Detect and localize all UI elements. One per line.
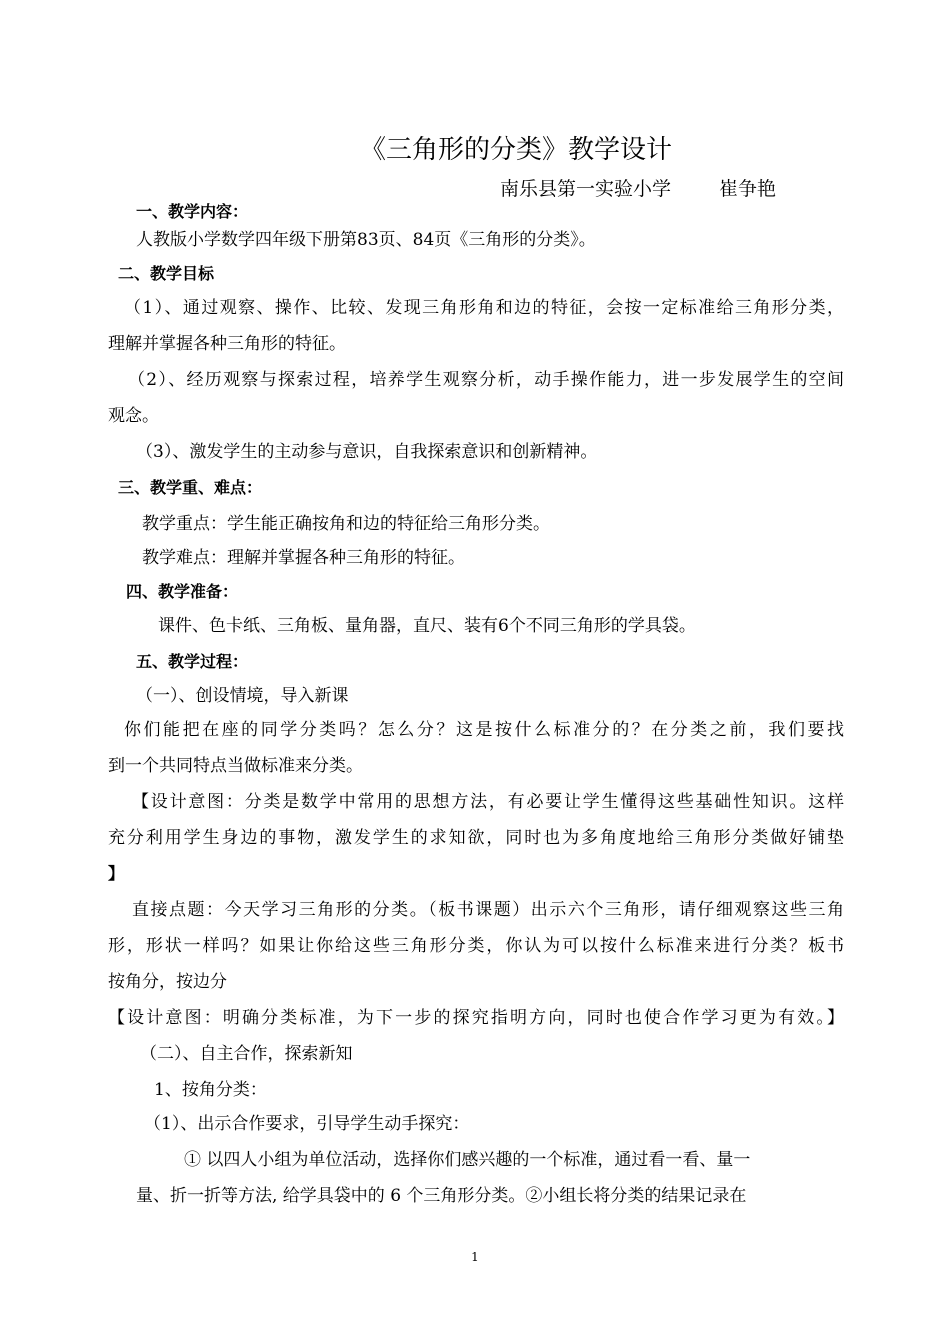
- author-name: 崔争艳: [719, 178, 777, 200]
- subsection-1-heading: （一）、创设情境，导入新课: [136, 686, 349, 706]
- direct-topic-line-2: 形，形状一样吗？如果让你给这些三角形分类，你认为可以按什么标准来进行分类？板书: [108, 936, 844, 956]
- document-title: 《三角形的分类》教学设计: [360, 135, 673, 165]
- cooperation-requirement-line-2: 量、折一折等方法, 给学具袋中的 6 个三角形分类。②小组长将分类的结果记录在: [136, 1186, 747, 1206]
- section-heading-key-points: 三、教学重、难点：: [118, 478, 263, 497]
- direct-topic-line-1: 直接点题：今天学习三角形的分类。（板书课题）出示六个三角形，请仔细观察这些三角: [132, 900, 844, 920]
- step-1-1-heading: （1）、出示合作要求，引导学生动手探究：: [144, 1114, 470, 1134]
- section-heading-objectives: 二、教学目标: [118, 264, 215, 283]
- objective-1-line-1: （1）、通过观察、操作、比较、发现三角形角和边的特征，会按一定标准给三角形分类，: [124, 298, 844, 318]
- direct-topic-line-3: 按角分，按边分: [108, 972, 227, 992]
- section-heading-process: 五、教学过程：: [136, 652, 249, 671]
- design-intent-2: 【设计意图：明确分类标准，为下一步的探究指明方向，同时也使合作学习更为有效。】: [108, 1008, 844, 1028]
- design-intent-1-line-3: 】: [108, 864, 125, 883]
- author-line: [500, 176, 776, 202]
- objective-2-line-1: （2）、经历观察与探索过程，培养学生观察分析，动手操作能力，进一步发展学生的空间: [128, 370, 844, 390]
- design-intent-1-line-2: 充分利用学生身边的事物，激发学生的求知欲，同时也为多角度地给三角形分类做好铺垫: [108, 828, 844, 848]
- section-heading-content: 一、教学内容：: [136, 202, 249, 221]
- page-number: 1: [471, 1250, 479, 1264]
- difficult-point: 教学难点：理解并掌握各种三角形的特征。: [142, 548, 465, 568]
- step-1-heading: 1、按角分类：: [154, 1080, 267, 1100]
- preparation-text: 课件、色卡纸、三角板、量角器，直尺、装有6个不同三角形的学具袋。: [158, 616, 696, 636]
- subsection-2-heading: （二）、自主合作，探索新知: [140, 1044, 353, 1064]
- objective-1-line-2: 理解并掌握各种三角形的特征。: [108, 334, 346, 354]
- section-heading-preparation: 四、教学准备：: [126, 582, 239, 601]
- design-intent-1-line-1: 【设计意图：分类是数学中常用的思想方法，有必要让学生懂得这些基础性知识。这样: [132, 792, 844, 812]
- school-name: 南乐县第一实验小学: [500, 178, 672, 200]
- cooperation-requirement-line-1: ① 以四人小组为单位活动，选择你们感兴趣的一个标准，通过看一看、量一: [184, 1150, 751, 1170]
- paragraph-intro-line-1: 你们能把在座的同学分类吗？怎么分？这是按什么标准分的？在分类之前，我们要找: [124, 720, 844, 740]
- key-point: 教学重点：学生能正确按角和边的特征给三角形分类。: [142, 514, 550, 534]
- paragraph-intro-line-2: 到一个共同特点当做标准来分类。: [108, 756, 363, 776]
- content-text: 人教版小学数学四年级下册第83页、84页《三角形的分类》。: [136, 230, 596, 250]
- objective-2-line-2: 观念。: [108, 406, 159, 426]
- objective-3: （3）、激发学生的主动参与意识，自我探索意识和创新精神。: [136, 442, 598, 462]
